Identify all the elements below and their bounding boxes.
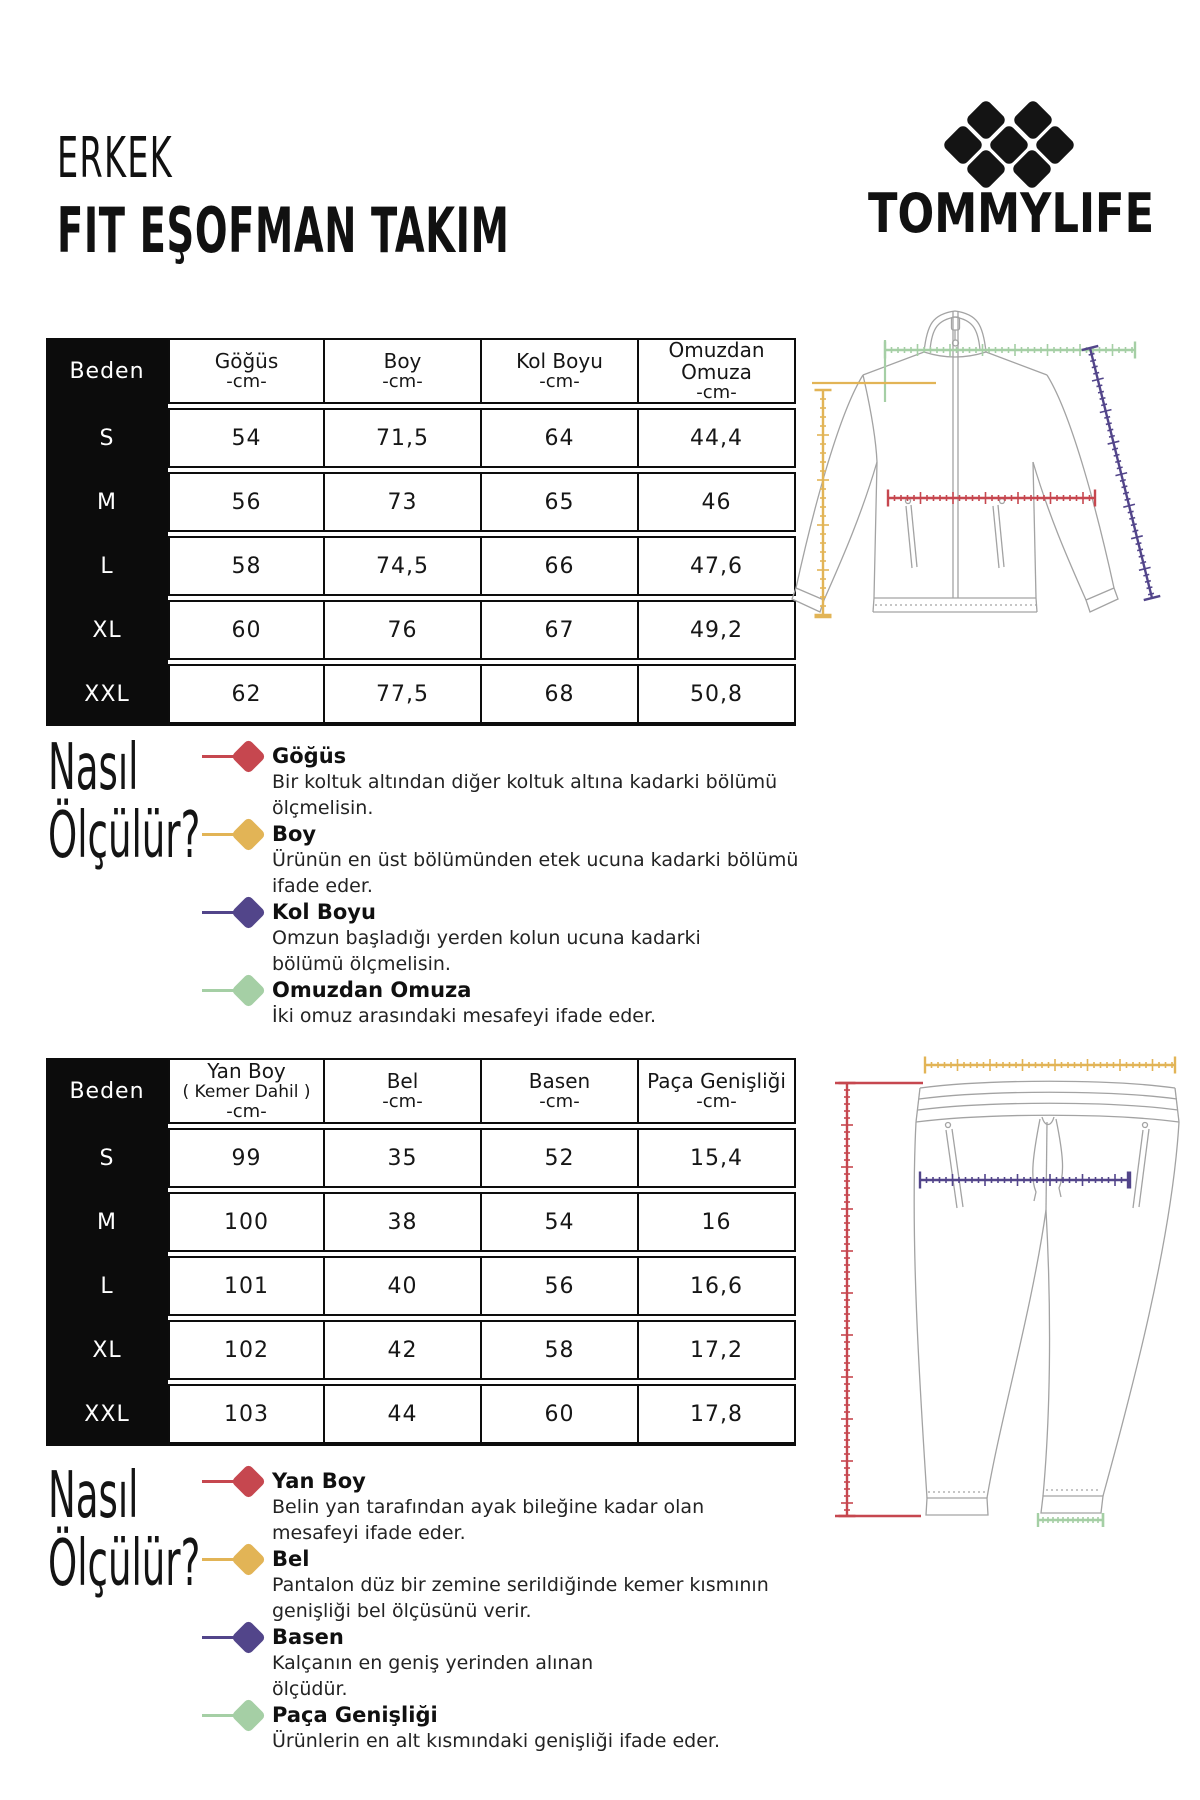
column-header-cell: Omuzdan Omuza -cm- [639,338,796,404]
basen-diamond-marker-icon [202,1624,268,1650]
value-cell: 17,2 [639,1320,796,1380]
value-cell: 54 [168,408,325,468]
legend-title: Göğüs [272,744,347,768]
value-cell: 76 [325,600,482,660]
basen-ruler [920,1172,1130,1189]
legend-description-line: ölçüdür. [272,1678,348,1700]
value-cell: 49,2 [639,600,796,660]
size-cell: S [99,425,115,451]
pants-size-table [46,1058,796,1444]
column-header-cell: Kol Boyu -cm- [482,338,639,404]
legend-description-line: mesafeyi ifade eder. [272,1522,466,1544]
brand-name: TOMMYLIFE [868,182,1155,245]
value-cell: 60 [168,600,325,660]
value-cell: 52 [482,1128,639,1188]
size-cell: XXL [84,681,130,707]
value-cell: 77,5 [325,664,482,724]
legend-item-pa-a-geni-li-i [272,1702,872,1754]
value-cell: 44,4 [639,408,796,468]
pants-outline [914,1081,1179,1515]
pa-a-geni-li-i-diamond-marker-icon [202,1702,268,1728]
value-cell: 15,4 [639,1128,796,1188]
value-cell: 66 [482,536,639,596]
size-cell: M [97,489,117,515]
omuzdan-omuza-diamond-marker-icon [202,977,268,1003]
category-label: ERKEK [57,126,173,191]
legend-title: Boy [272,822,317,846]
legend-description-line: Bir koltuk altından diğer koltuk altına kadarki bölümü [272,771,778,793]
value-cell: 62 [168,664,325,724]
bel-diamond-marker-icon [202,1546,268,1572]
value-cell: 16 [639,1192,796,1252]
size-cell: XXL [84,1401,130,1427]
legend-description-line: Ürünlerin en alt kısmındaki genişliği ifade eder. [272,1730,721,1752]
how-to-measure-heading: Nasıl Ölçülür? [48,731,201,873]
jacket-diagram [700,290,1200,640]
column-header-cell: Bel -cm- [325,1058,482,1124]
yan-boy-ruler [839,1083,856,1516]
legend-title: Kol Boyu [272,900,376,924]
legend-description-line: Ürünün en üst bölümünden etek ucuna kadarki bölümü [272,849,799,871]
legend-item-g-s [272,743,872,821]
legend-title: Basen [272,1625,344,1649]
yan-boy-diamond-marker-icon [202,1468,268,1494]
boy-diamond-marker-icon [202,821,268,847]
legend-description-line: bölümü ölçmelisin. [272,953,451,975]
legend-description-line: genişliği bel ölçüsünü verir. [272,1600,532,1622]
column-header-cell: Boy -cm- [325,338,482,404]
legend-title: Yan Boy [272,1469,366,1493]
column-header-cell: Yan Boy ( Kemer Dahil ) -cm- [168,1058,325,1124]
legend-title: Bel [272,1547,310,1571]
size-cell: XL [92,1337,122,1363]
legend-title: Paça Genişliği [272,1703,438,1727]
legend-item-bel [272,1546,872,1624]
value-cell: 64 [482,408,639,468]
gogus-ruler [888,490,1095,507]
column-header-cell: Paça Genişliği -cm- [639,1058,796,1124]
value-cell: 56 [482,1256,639,1316]
diamond-grid-icon [942,99,1076,190]
legend-description-line: İki omuz arasındaki mesafeyi ifade eder. [272,1005,657,1027]
legend-item-boy [272,821,872,899]
value-cell: 42 [325,1320,482,1380]
value-cell: 65 [482,472,639,532]
pants-size-grid [46,1058,796,1444]
value-cell: 60 [482,1384,639,1444]
omuzdan-omuza-ruler [885,342,1135,359]
pants-measure-legend [272,1468,872,1754]
jacket-outline [792,311,1118,612]
brand-logo-icon [936,96,1076,192]
legend-title: Omuzdan Omuza [272,978,472,1002]
kol-boyu-diamond-marker-icon [202,899,268,925]
legend-description-line: ifade eder. [272,875,373,897]
column-header-cell: Basen -cm- [482,1058,639,1124]
size-column-header: Beden [69,358,145,384]
value-cell: 58 [482,1320,639,1380]
value-cell: 67 [482,600,639,660]
value-cell: 99 [168,1128,325,1188]
jacket-size-table [46,338,796,724]
legend-item-yan-boy [272,1468,872,1546]
size-column-header: Beden [69,1078,145,1104]
value-cell: 40 [325,1256,482,1316]
value-cell: 73 [325,472,482,532]
value-cell: 50,8 [639,664,796,724]
paca-genisligi-ruler [1038,1513,1103,1527]
value-cell: 54 [482,1192,639,1252]
how-to-measure-heading: Nasıl Ölçülür? [48,1459,201,1601]
value-cell: 103 [168,1384,325,1444]
value-cell: 101 [168,1256,325,1316]
value-cell: 16,6 [639,1256,796,1316]
value-cell: 47,6 [639,536,796,596]
value-cell: 68 [482,664,639,724]
bel-ruler [925,1057,1175,1074]
value-cell: 58 [168,536,325,596]
value-cell: 74,5 [325,536,482,596]
value-cell: 102 [168,1320,325,1380]
column-header-cell: Göğüs -cm- [168,338,325,404]
jacket-size-grid [46,338,796,724]
size-cell: L [100,1273,114,1299]
value-cell: 17,8 [639,1384,796,1444]
page-title: FIT EŞOFMAN TAKIM [57,194,510,267]
value-cell: 35 [325,1128,482,1188]
value-cell: 44 [325,1384,482,1444]
size-cell: XL [92,617,122,643]
value-cell: 46 [639,472,796,532]
value-cell: 100 [168,1192,325,1252]
pants-diagram [700,920,1200,1540]
value-cell: 38 [325,1192,482,1252]
value-cell: 71,5 [325,408,482,468]
value-cell: 56 [168,472,325,532]
legend-description-line: Belin yan tarafından ayak bileğine kadar olan [272,1496,705,1518]
size-cell: S [99,1145,115,1171]
legend-item-basen [272,1624,872,1702]
legend-description-line: ölçmelisin. [272,797,374,819]
legend-description-line: Omzun başladığı yerden kolun ucuna kadarki [272,927,701,949]
legend-description-line: Kalçanın en geniş yerinden alınan [272,1652,594,1674]
size-cell: M [97,1209,117,1235]
g-s-diamond-marker-icon [202,743,268,769]
legend-description-line: Pantalon düz bir zemine serildiğinde kemer kısmının [272,1574,769,1596]
size-cell: L [100,553,114,579]
kol-boyu-ruler [1082,346,1161,600]
